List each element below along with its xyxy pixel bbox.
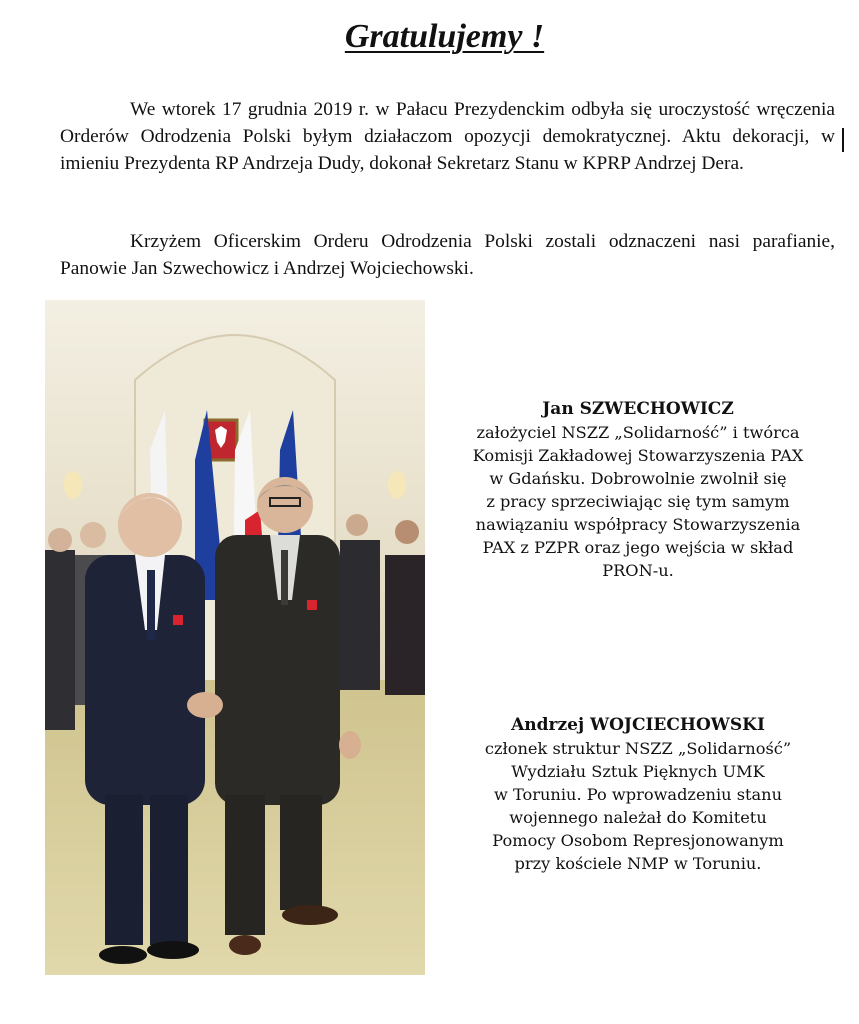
caption-line: Komisji Zakładowej Stowarzyszenia PAX [472, 446, 804, 465]
caption-line: PAX z PZPR oraz jego wejścia w skład [482, 538, 794, 557]
page-title: Gratulujemy ! [344, 18, 545, 55]
caption-line: Wydziału Sztuk Pięknych UMK [511, 762, 765, 781]
award-paragraph: Krzyżem Oficerskim Orderu Odrodzenia Polski zostali odznaczeni nasi parafianie, Panowie Jan Szwechowicz i Andrzej Wojciechowski. [60, 231, 835, 279]
caption-name: Jan SZWECHOWICZ [542, 399, 734, 419]
caption-line: w Gdańsku. Dobrowolnie zwolnił się [489, 469, 787, 488]
caption-line: w Toruniu. Po wprowadzeniu stanu [493, 785, 783, 804]
text-cursor [842, 128, 844, 152]
caption-line: z pracy sprzeciwiając się tym samym [486, 492, 790, 511]
caption-line: przy kościele NMP w Toruniu. [514, 854, 762, 873]
caption-line: Pomocy Osobom Represjonowanym [492, 831, 784, 850]
ceremony-photo [45, 300, 425, 975]
caption-szwechowicz [436, 398, 840, 582]
caption-name: Andrzej WOJCIECHOWSKI [511, 715, 765, 735]
caption-line: członek struktur NSZZ „Solidarność” [484, 739, 792, 758]
intro-paragraph: We wtorek 17 grudnia 2019 r. w Pałacu Prezydenckim odbyła się uroczystość wręczenia Orderów Odrodzenia Polski byłym działaczom opozycji demokratycznej. Aktu dekoracji, w imieniu Prezydenta RP Andrzeja Dudy, dokonał Sekretarz Stanu w KPRP Andrzej Dera. [60, 99, 835, 174]
caption-line: założyciel NSZZ „Solidarność” i twórca [476, 423, 800, 442]
caption-line: nawiązaniu współpracy Stowarzyszenia [475, 515, 801, 534]
caption-line: PRON-u. [602, 561, 674, 580]
caption-wojciechowski [436, 714, 840, 875]
caption-line: wojennego należał do Komitetu [509, 808, 767, 827]
